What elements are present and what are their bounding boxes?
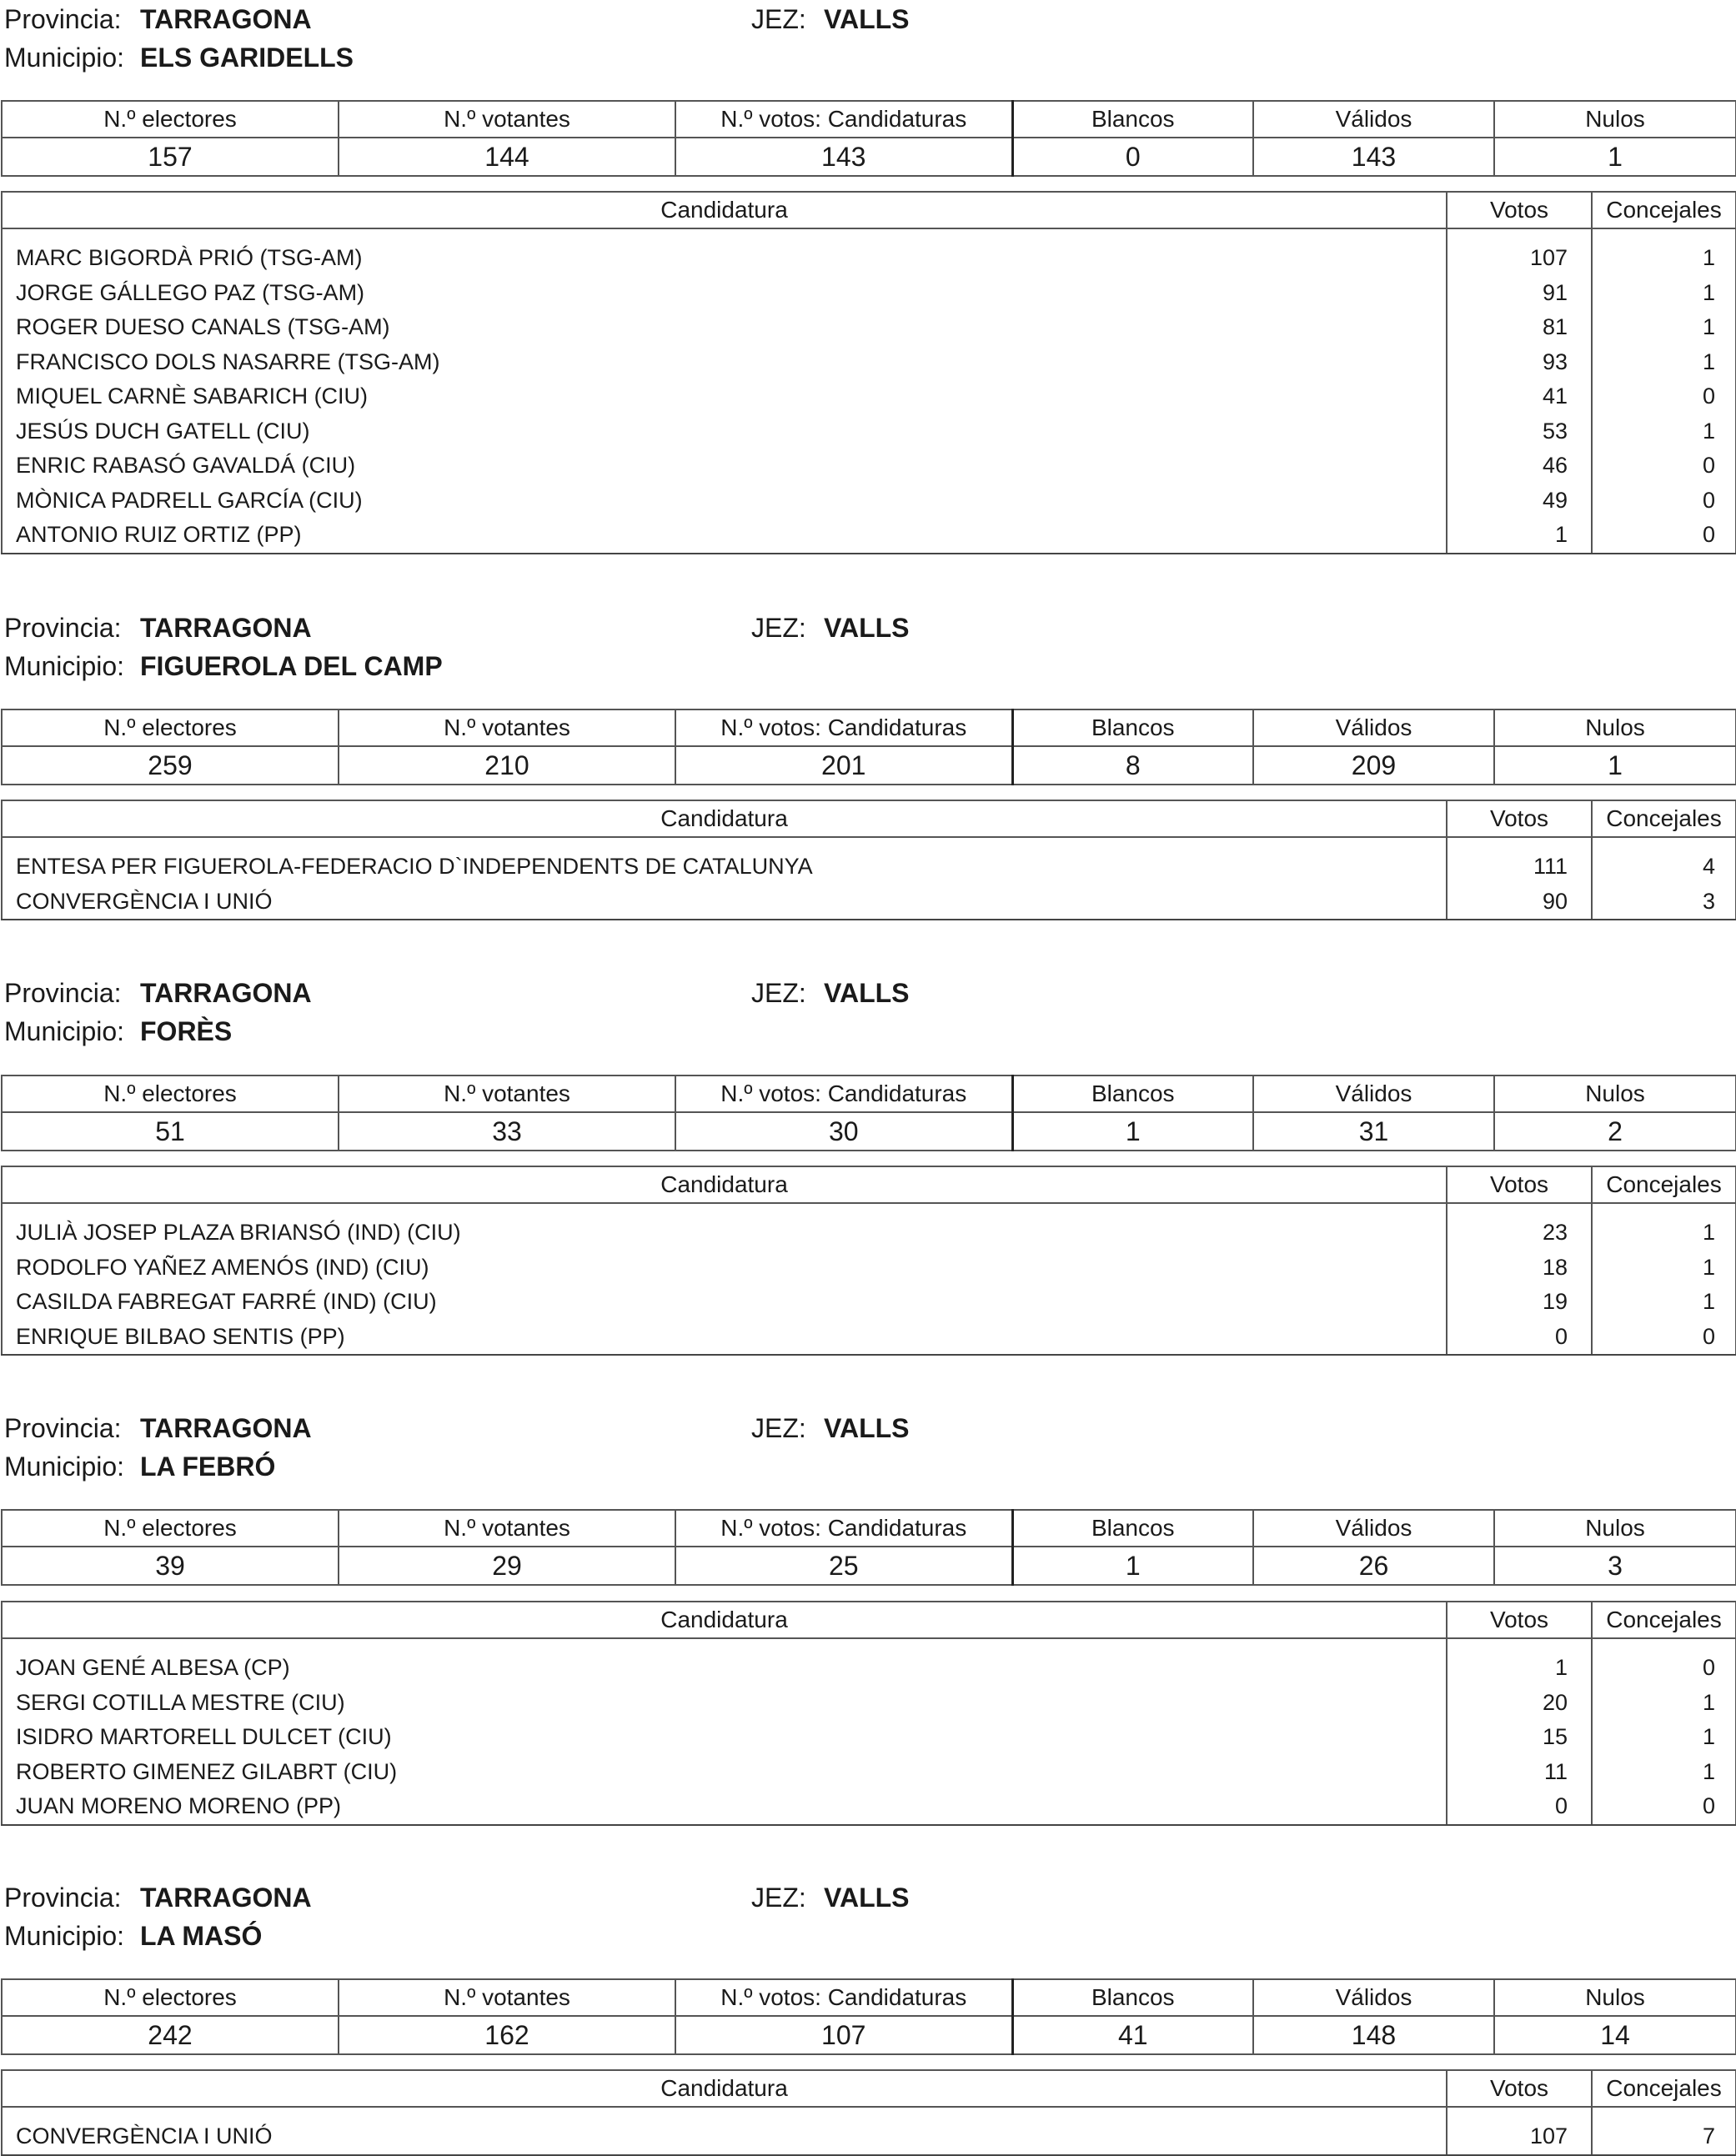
summary-value-votantes: 144 <box>339 138 675 176</box>
summary-value-validos: 148 <box>1253 2016 1494 2054</box>
candidatura-votos: 53 <box>1447 414 1592 449</box>
table-row <box>2 1686 1736 1721</box>
table-row <box>2 837 1736 885</box>
candidatura-votos: 0 <box>1447 1320 1592 1356</box>
summary-table <box>1 100 1736 177</box>
candidatura-concejales: 1 <box>1592 414 1736 449</box>
candidatura-name: JORGE GÁLLEGO PAZ (TSG-AM) <box>2 276 1447 311</box>
summary-value-votos-cand: 107 <box>675 2016 1012 2054</box>
jez-value: VALLS <box>824 1883 910 1913</box>
municipio-value: FORÈS <box>140 1016 233 1046</box>
candidatura-name: ENRIQUE BILBAO SENTIS (PP) <box>2 1320 1447 1356</box>
summary-header-votantes: N.º votantes <box>339 709 675 746</box>
jez-label: JEZ: <box>751 4 806 34</box>
provincia-label: Provincia: <box>4 613 122 643</box>
candidatura-votos: 91 <box>1447 276 1592 311</box>
table-row <box>2 484 1736 519</box>
jez-value: VALLS <box>824 4 910 34</box>
jez-label: JEZ: <box>751 1883 806 1913</box>
candidatura-name: CONVERGÈNCIA I UNIÓ <box>2 2107 1447 2155</box>
candidatura-concejales: 0 <box>1592 449 1736 484</box>
candidatura-name: ANTONIO RUIZ ORTIZ (PP) <box>2 518 1447 554</box>
summary-header-blancos: Blancos <box>1012 101 1253 138</box>
municipio-value: LA MASÓ <box>140 1921 263 1951</box>
candidatura-name: MARC BIGORDÀ PRIÓ (TSG-AM) <box>2 228 1447 276</box>
municipio-label: Municipio: <box>4 651 125 681</box>
summary-header-blancos: Blancos <box>1012 709 1253 746</box>
provincia-row <box>0 609 1736 647</box>
municipio-label: Municipio: <box>4 1016 125 1046</box>
summary-value-nulos: 1 <box>1494 746 1736 785</box>
header-votos: Votos <box>1447 2070 1592 2107</box>
candidatura-concejales: 0 <box>1592 379 1736 414</box>
summary-header-validos: Válidos <box>1253 1510 1494 1547</box>
summary-value-validos: 31 <box>1253 1112 1494 1151</box>
candidaturas-header-row <box>2 1166 1736 1203</box>
summary-value-votantes: 29 <box>339 1547 675 1585</box>
candidatura-votos: 90 <box>1447 885 1592 920</box>
candidatura-votos: 0 <box>1447 1789 1592 1825</box>
provincia-row <box>0 1878 1736 1917</box>
candidatura-concejales: 0 <box>1592 1638 1736 1686</box>
provincia-value: TARRAGONA <box>140 613 312 643</box>
jez-value: VALLS <box>824 613 910 643</box>
candidatura-concejales: 1 <box>1592 228 1736 276</box>
candidatura-name: ROBERTO GIMENEZ GILABRT (CIU) <box>2 1755 1447 1790</box>
summary-header-row <box>2 709 1736 746</box>
summary-value-nulos: 2 <box>1494 1112 1736 1151</box>
summary-value-votantes: 33 <box>339 1112 675 1151</box>
table-row <box>2 414 1736 449</box>
header-concejales: Concejales <box>1592 1166 1736 1203</box>
summary-table <box>1 1509 1736 1586</box>
summary-header-nulos: Nulos <box>1494 1979 1736 2016</box>
candidatura-name: ENTESA PER FIGUEROLA-FEDERACIO D`INDEPENDENTS DE CATALUNYA <box>2 837 1447 885</box>
candidatura-name: CASILDA FABREGAT FARRÉ (IND) (CIU) <box>2 1285 1447 1320</box>
summary-value-blancos: 1 <box>1012 1547 1253 1585</box>
summary-header-electores: N.º electores <box>2 709 339 746</box>
header-candidatura: Candidatura <box>2 1602 1447 1638</box>
summary-value-validos: 143 <box>1253 138 1494 176</box>
provincia-label: Provincia: <box>4 978 122 1008</box>
summary-header-votos-cand: N.º votos: Candidaturas <box>675 1979 1012 2016</box>
summary-table <box>1 1075 1736 1151</box>
summary-value-blancos: 1 <box>1012 1112 1253 1151</box>
summary-header-row <box>2 1075 1736 1112</box>
header-concejales: Concejales <box>1592 1602 1736 1638</box>
candidatura-name: JESÚS DUCH GATELL (CIU) <box>2 414 1447 449</box>
candidaturas-table <box>1 1601 1736 1826</box>
candidatura-name: ENRIC RABASÓ GAVALDÁ (CIU) <box>2 449 1447 484</box>
municipio-row <box>0 38 1736 77</box>
jez-value: VALLS <box>824 1413 910 1443</box>
candidatura-concejales: 7 <box>1592 2107 1736 2155</box>
candidatura-votos: 20 <box>1447 1686 1592 1721</box>
summary-header-electores: N.º electores <box>2 1979 339 2016</box>
summary-value-blancos: 41 <box>1012 2016 1253 2054</box>
summary-header-blancos: Blancos <box>1012 1979 1253 2016</box>
candidatura-votos: 1 <box>1447 518 1592 554</box>
provincia-row <box>0 0 1736 38</box>
provincia-label: Provincia: <box>4 4 122 34</box>
summary-value-blancos: 0 <box>1012 138 1253 176</box>
municipio-row <box>0 647 1736 685</box>
table-row <box>2 1720 1736 1755</box>
header-votos: Votos <box>1447 800 1592 837</box>
table-row <box>2 885 1736 920</box>
candidatura-votos: 41 <box>1447 379 1592 414</box>
summary-header-blancos: Blancos <box>1012 1510 1253 1547</box>
municipio-row <box>0 1447 1736 1486</box>
summary-header-nulos: Nulos <box>1494 709 1736 746</box>
summary-value-row <box>2 138 1736 176</box>
header-candidatura: Candidatura <box>2 800 1447 837</box>
summary-value-electores: 259 <box>2 746 339 785</box>
table-row <box>2 379 1736 414</box>
summary-value-electores: 39 <box>2 1547 339 1585</box>
table-row <box>2 1755 1736 1790</box>
municipio-label: Municipio: <box>4 1921 125 1951</box>
table-row <box>2 2107 1736 2155</box>
table-row <box>2 1203 1736 1251</box>
table-row <box>2 518 1736 554</box>
summary-header-row <box>2 101 1736 138</box>
provincia-value: TARRAGONA <box>140 978 312 1008</box>
summary-header-votantes: N.º votantes <box>339 1075 675 1112</box>
municipio-row <box>0 1917 1736 1955</box>
candidatura-votos: 18 <box>1447 1251 1592 1286</box>
table-row <box>2 1789 1736 1825</box>
candidatura-concejales: 1 <box>1592 276 1736 311</box>
summary-header-votos-cand: N.º votos: Candidaturas <box>675 101 1012 138</box>
candidatura-name: MÒNICA PADRELL GARCÍA (CIU) <box>2 484 1447 519</box>
candidatura-concejales: 1 <box>1592 1720 1736 1755</box>
summary-header-votantes: N.º votantes <box>339 101 675 138</box>
header-candidatura: Candidatura <box>2 2070 1447 2107</box>
table-row <box>2 1638 1736 1686</box>
candidatura-votos: 49 <box>1447 484 1592 519</box>
table-row <box>2 1251 1736 1286</box>
municipio-label: Municipio: <box>4 1452 125 1482</box>
candidatura-name: ISIDRO MARTORELL DULCET (CIU) <box>2 1720 1447 1755</box>
table-row <box>2 1285 1736 1320</box>
summary-header-validos: Válidos <box>1253 1979 1494 2016</box>
candidatura-concejales: 1 <box>1592 1755 1736 1790</box>
candidatura-votos: 19 <box>1447 1285 1592 1320</box>
summary-header-votos-cand: N.º votos: Candidaturas <box>675 1075 1012 1112</box>
header-votos: Votos <box>1447 192 1592 228</box>
candidatura-votos: 111 <box>1447 837 1592 885</box>
summary-value-electores: 51 <box>2 1112 339 1151</box>
candidatura-votos: 11 <box>1447 1755 1592 1790</box>
summary-value-nulos: 14 <box>1494 2016 1736 2054</box>
table-row <box>2 310 1736 345</box>
candidatura-concejales: 1 <box>1592 1285 1736 1320</box>
municipio-value: ELS GARIDELLS <box>140 43 354 73</box>
municipio-value: FIGUEROLA DEL CAMP <box>140 651 443 681</box>
municipio-label: Municipio: <box>4 43 125 73</box>
candidaturas-header-row <box>2 2070 1736 2107</box>
table-row <box>2 228 1736 276</box>
candidaturas-header-row <box>2 1602 1736 1638</box>
candidatura-votos: 23 <box>1447 1203 1592 1251</box>
summary-header-votos-cand: N.º votos: Candidaturas <box>675 709 1012 746</box>
candidatura-concejales: 1 <box>1592 310 1736 345</box>
summary-value-electores: 242 <box>2 2016 339 2054</box>
header-candidatura: Candidatura <box>2 192 1447 228</box>
provincia-value: TARRAGONA <box>140 1883 312 1913</box>
header-concejales: Concejales <box>1592 800 1736 837</box>
candidatura-concejales: 1 <box>1592 1686 1736 1721</box>
summary-value-row <box>2 1547 1736 1585</box>
provincia-label: Provincia: <box>4 1413 122 1443</box>
candidatura-votos: 93 <box>1447 345 1592 380</box>
summary-value-electores: 157 <box>2 138 339 176</box>
municipio-row <box>0 1012 1736 1050</box>
provincia-label: Provincia: <box>4 1883 122 1913</box>
candidatura-name: JUAN MORENO MORENO (PP) <box>2 1789 1447 1825</box>
provincia-row <box>0 974 1736 1012</box>
summary-header-votantes: N.º votantes <box>339 1979 675 2016</box>
header-candidatura: Candidatura <box>2 1166 1447 1203</box>
summary-header-blancos: Blancos <box>1012 1075 1253 1112</box>
summary-header-votos-cand: N.º votos: Candidaturas <box>675 1510 1012 1547</box>
candidatura-concejales: 0 <box>1592 1789 1736 1825</box>
summary-value-votos-cand: 143 <box>675 138 1012 176</box>
summary-header-validos: Válidos <box>1253 101 1494 138</box>
summary-value-votos-cand: 30 <box>675 1112 1012 1151</box>
candidaturas-header-row <box>2 192 1736 228</box>
candidatura-concejales: 1 <box>1592 1251 1736 1286</box>
summary-header-nulos: Nulos <box>1494 1510 1736 1547</box>
summary-value-validos: 26 <box>1253 1547 1494 1585</box>
candidatura-name: JOAN GENÉ ALBESA (CP) <box>2 1638 1447 1686</box>
table-row <box>2 345 1736 380</box>
provincia-value: TARRAGONA <box>140 4 312 34</box>
candidatura-name: FRANCISCO DOLS NASARRE (TSG-AM) <box>2 345 1447 380</box>
summary-header-nulos: Nulos <box>1494 1075 1736 1112</box>
candidatura-name: ROGER DUESO CANALS (TSG-AM) <box>2 310 1447 345</box>
header-votos: Votos <box>1447 1602 1592 1638</box>
summary-header-electores: N.º electores <box>2 1510 339 1547</box>
summary-header-electores: N.º electores <box>2 101 339 138</box>
candidatura-name: RODOLFO YAÑEZ AMENÓS (IND) (CIU) <box>2 1251 1447 1286</box>
candidatura-concejales: 4 <box>1592 837 1736 885</box>
summary-value-row <box>2 1112 1736 1151</box>
summary-value-nulos: 3 <box>1494 1547 1736 1585</box>
candidaturas-table <box>1 2069 1736 2156</box>
jez-label: JEZ: <box>751 978 806 1008</box>
jez-label: JEZ: <box>751 613 806 643</box>
table-row <box>2 1320 1736 1356</box>
candidaturas-table <box>1 1166 1736 1356</box>
candidatura-name: CONVERGÈNCIA I UNIÓ <box>2 885 1447 920</box>
candidatura-name: SERGI COTILLA MESTRE (CIU) <box>2 1686 1447 1721</box>
header-concejales: Concejales <box>1592 192 1736 228</box>
summary-value-row <box>2 746 1736 785</box>
summary-header-electores: N.º electores <box>2 1075 339 1112</box>
provincia-value: TARRAGONA <box>140 1413 312 1443</box>
candidaturas-table <box>1 800 1736 920</box>
summary-table <box>1 709 1736 785</box>
candidatura-concejales: 3 <box>1592 885 1736 920</box>
candidaturas-table <box>1 191 1736 554</box>
provincia-row <box>0 1409 1736 1447</box>
candidatura-votos: 107 <box>1447 2107 1592 2155</box>
candidatura-concejales: 0 <box>1592 1320 1736 1356</box>
jez-value: VALLS <box>824 978 910 1008</box>
summary-value-votos-cand: 25 <box>675 1547 1012 1585</box>
summary-header-row <box>2 1979 1736 2016</box>
summary-value-votos-cand: 201 <box>675 746 1012 785</box>
table-row <box>2 276 1736 311</box>
header-concejales: Concejales <box>1592 2070 1736 2107</box>
summary-header-votantes: N.º votantes <box>339 1510 675 1547</box>
summary-header-validos: Válidos <box>1253 709 1494 746</box>
summary-value-nulos: 1 <box>1494 138 1736 176</box>
candidatura-name: MIQUEL CARNÈ SABARICH (CIU) <box>2 379 1447 414</box>
summary-table <box>1 1978 1736 2055</box>
summary-header-validos: Válidos <box>1253 1075 1494 1112</box>
header-votos: Votos <box>1447 1166 1592 1203</box>
candidaturas-header-row <box>2 800 1736 837</box>
summary-value-row <box>2 2016 1736 2054</box>
table-row <box>2 449 1736 484</box>
candidatura-votos: 1 <box>1447 1638 1592 1686</box>
summary-value-validos: 209 <box>1253 746 1494 785</box>
summary-value-votantes: 162 <box>339 2016 675 2054</box>
summary-value-blancos: 8 <box>1012 746 1253 785</box>
candidatura-name: JULIÀ JOSEP PLAZA BRIANSÓ (IND) (CIU) <box>2 1203 1447 1251</box>
candidatura-votos: 46 <box>1447 449 1592 484</box>
candidatura-votos: 107 <box>1447 228 1592 276</box>
candidatura-concejales: 1 <box>1592 1203 1736 1251</box>
candidatura-concejales: 0 <box>1592 518 1736 554</box>
candidatura-votos: 81 <box>1447 310 1592 345</box>
candidatura-concejales: 0 <box>1592 484 1736 519</box>
jez-label: JEZ: <box>751 1413 806 1443</box>
summary-value-votantes: 210 <box>339 746 675 785</box>
municipio-value: LA FEBRÓ <box>140 1452 276 1482</box>
summary-header-row <box>2 1510 1736 1547</box>
candidatura-votos: 15 <box>1447 1720 1592 1755</box>
candidatura-concejales: 1 <box>1592 345 1736 380</box>
summary-header-nulos: Nulos <box>1494 101 1736 138</box>
